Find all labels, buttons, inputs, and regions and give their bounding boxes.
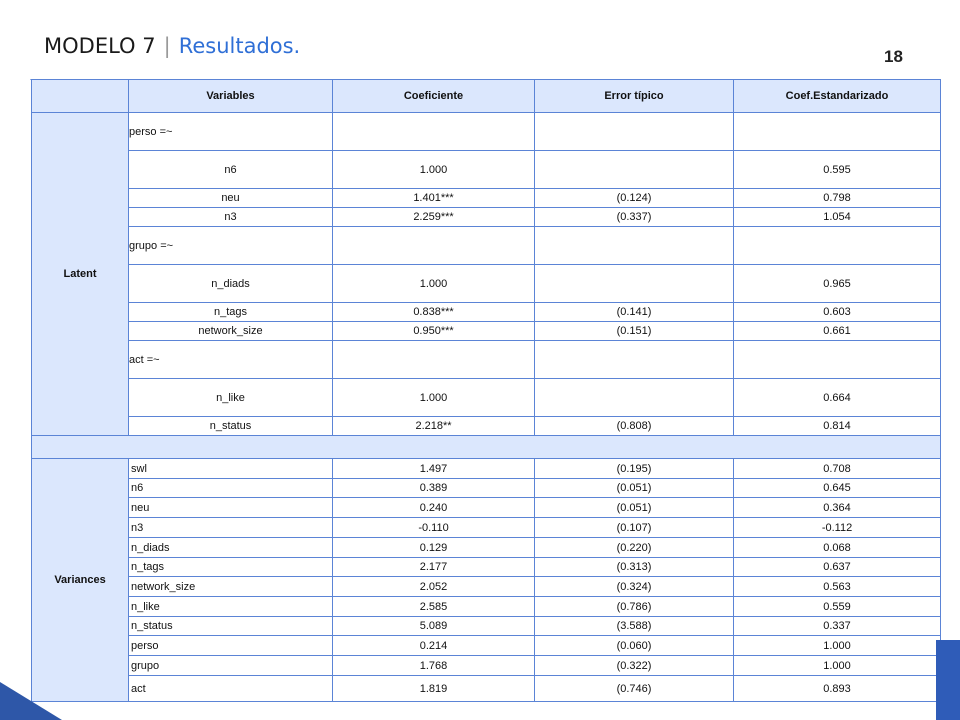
std-coef-cell: 0.637: [734, 558, 941, 577]
std-coef-cell: 0.965: [734, 265, 941, 303]
empty-cell: [734, 341, 941, 379]
spacer-cell: [32, 436, 941, 459]
std-error-cell: (0.786): [535, 597, 734, 617]
variable-cell: n6: [129, 479, 333, 498]
variable-cell: swl: [129, 459, 333, 479]
std-error-cell: (0.337): [535, 208, 734, 227]
std-error-cell: (0.051): [535, 498, 734, 518]
group-header-row: [32, 227, 941, 265]
page-number: 18: [884, 47, 903, 66]
table-row: [32, 498, 941, 518]
corner-decoration-right: [936, 640, 960, 720]
table-row: [32, 303, 941, 322]
std-error-cell: [535, 151, 734, 189]
variable-cell: n3: [129, 518, 333, 538]
variable-cell: act: [129, 676, 333, 702]
std-error-cell: (3.588): [535, 617, 734, 636]
std-coef-cell: 0.798: [734, 189, 941, 208]
empty-cell: [535, 227, 734, 265]
std-coef-cell: 0.595: [734, 151, 941, 189]
coefficient-cell: 0.838***: [333, 303, 535, 322]
std-error-cell: (0.324): [535, 577, 734, 597]
std-error-cell: (0.746): [535, 676, 734, 702]
coefficient-cell: 0.950***: [333, 322, 535, 341]
coefficient-cell: 5.089: [333, 617, 535, 636]
group-label-variances: Variances: [32, 459, 129, 702]
coefficient-cell: 1.768: [333, 656, 535, 676]
coefficient-cell: 0.129: [333, 538, 535, 558]
variable-cell: n_status: [129, 417, 333, 436]
table-row: [32, 479, 941, 498]
coefficient-cell: 1.000: [333, 151, 535, 189]
column-header-std-error: Error típico: [535, 80, 734, 113]
coefficient-cell: 1.000: [333, 265, 535, 303]
variable-cell: neu: [129, 189, 333, 208]
std-coef-cell: 0.603: [734, 303, 941, 322]
factor-definition: grupo =~: [129, 227, 333, 265]
table-row: [32, 459, 941, 479]
variable-cell: neu: [129, 498, 333, 518]
table-row: [32, 518, 941, 538]
variable-cell: n_diads: [129, 538, 333, 558]
table-row: [32, 656, 941, 676]
empty-cell: [535, 341, 734, 379]
coefficient-cell: 2.052: [333, 577, 535, 597]
table-row: [32, 538, 941, 558]
std-error-cell: [535, 265, 734, 303]
std-error-cell: (0.220): [535, 538, 734, 558]
table-row: [32, 208, 941, 227]
variable-cell: n_diads: [129, 265, 333, 303]
std-coef-cell: 0.893: [734, 676, 941, 702]
std-error-cell: (0.060): [535, 636, 734, 656]
empty-cell: [333, 227, 535, 265]
coefficient-cell: 2.259***: [333, 208, 535, 227]
coefficient-cell: 1.401***: [333, 189, 535, 208]
std-coef-cell: 1.000: [734, 656, 941, 676]
std-error-cell: (0.151): [535, 322, 734, 341]
table-row: [32, 617, 941, 636]
empty-cell: [333, 341, 535, 379]
variable-cell: network_size: [129, 577, 333, 597]
table-row: [32, 322, 941, 341]
group-label-latent: Latent: [32, 113, 129, 436]
std-error-cell: (0.322): [535, 656, 734, 676]
variable-cell: n_like: [129, 597, 333, 617]
std-coef-cell: 1.054: [734, 208, 941, 227]
table-row: [32, 265, 941, 303]
std-error-cell: (0.195): [535, 459, 734, 479]
table-header-row: [32, 80, 941, 113]
std-coef-cell: 0.364: [734, 498, 941, 518]
coefficient-cell: 2.218**: [333, 417, 535, 436]
spacer-row: [32, 436, 941, 459]
variable-cell: grupo: [129, 656, 333, 676]
coefficient-cell: 0.240: [333, 498, 535, 518]
empty-cell: [734, 113, 941, 151]
group-header-row: [32, 341, 941, 379]
variable-cell: n_status: [129, 617, 333, 636]
std-error-cell: (0.124): [535, 189, 734, 208]
std-error-cell: (0.141): [535, 303, 734, 322]
std-error-cell: (0.051): [535, 479, 734, 498]
corner-decoration-left: [0, 682, 62, 720]
table-row: [32, 151, 941, 189]
column-header-variables: Variables: [129, 80, 333, 113]
std-coef-cell: 0.708: [734, 459, 941, 479]
variable-cell: n_like: [129, 379, 333, 417]
table-row: [32, 417, 941, 436]
table-row: [32, 676, 941, 702]
variable-cell: n_tags: [129, 558, 333, 577]
std-error-cell: [535, 379, 734, 417]
coefficient-cell: 1.819: [333, 676, 535, 702]
std-coef-cell: 0.068: [734, 538, 941, 558]
std-error-cell: (0.107): [535, 518, 734, 538]
std-coef-cell: 0.814: [734, 417, 941, 436]
results-table: [31, 79, 941, 702]
table-row: [32, 636, 941, 656]
coefficient-cell: 2.177: [333, 558, 535, 577]
table-row: [32, 189, 941, 208]
coefficient-cell: 1.000: [333, 379, 535, 417]
variable-cell: n_tags: [129, 303, 333, 322]
table-row: [32, 597, 941, 617]
std-error-cell: (0.313): [535, 558, 734, 577]
factor-definition: act =~: [129, 341, 333, 379]
coefficient-cell: 1.497: [333, 459, 535, 479]
coefficient-cell: 0.214: [333, 636, 535, 656]
std-coef-cell: 1.000: [734, 636, 941, 656]
column-header-coefficient: Coeficiente: [333, 80, 535, 113]
title-main: MODELO 7: [44, 34, 156, 58]
variable-cell: perso: [129, 636, 333, 656]
variable-cell: n6: [129, 151, 333, 189]
std-coef-cell: 0.563: [734, 577, 941, 597]
table-row: [32, 379, 941, 417]
variable-cell: n3: [129, 208, 333, 227]
std-coef-cell: 0.661: [734, 322, 941, 341]
coefficient-cell: 0.389: [333, 479, 535, 498]
title-subtitle: Resultados.: [178, 34, 301, 58]
coefficient-cell: -0.110: [333, 518, 535, 538]
slide-title: [44, 34, 300, 58]
coefficient-cell: 2.585: [333, 597, 535, 617]
std-error-cell: (0.808): [535, 417, 734, 436]
std-coef-cell: 0.664: [734, 379, 941, 417]
factor-definition: perso =~: [129, 113, 333, 151]
empty-cell: [333, 113, 535, 151]
std-coef-cell: 0.559: [734, 597, 941, 617]
std-coef-cell: -0.112: [734, 518, 941, 538]
title-separator: |: [163, 34, 171, 58]
table-row: [32, 577, 941, 597]
empty-cell: [535, 113, 734, 151]
group-header-row: [32, 113, 941, 151]
table-row: [32, 558, 941, 577]
header-blank: [32, 80, 129, 113]
variable-cell: network_size: [129, 322, 333, 341]
column-header-std-coef: Coef.Estandarizado: [734, 80, 941, 113]
std-coef-cell: 0.645: [734, 479, 941, 498]
empty-cell: [734, 227, 941, 265]
std-coef-cell: 0.337: [734, 617, 941, 636]
